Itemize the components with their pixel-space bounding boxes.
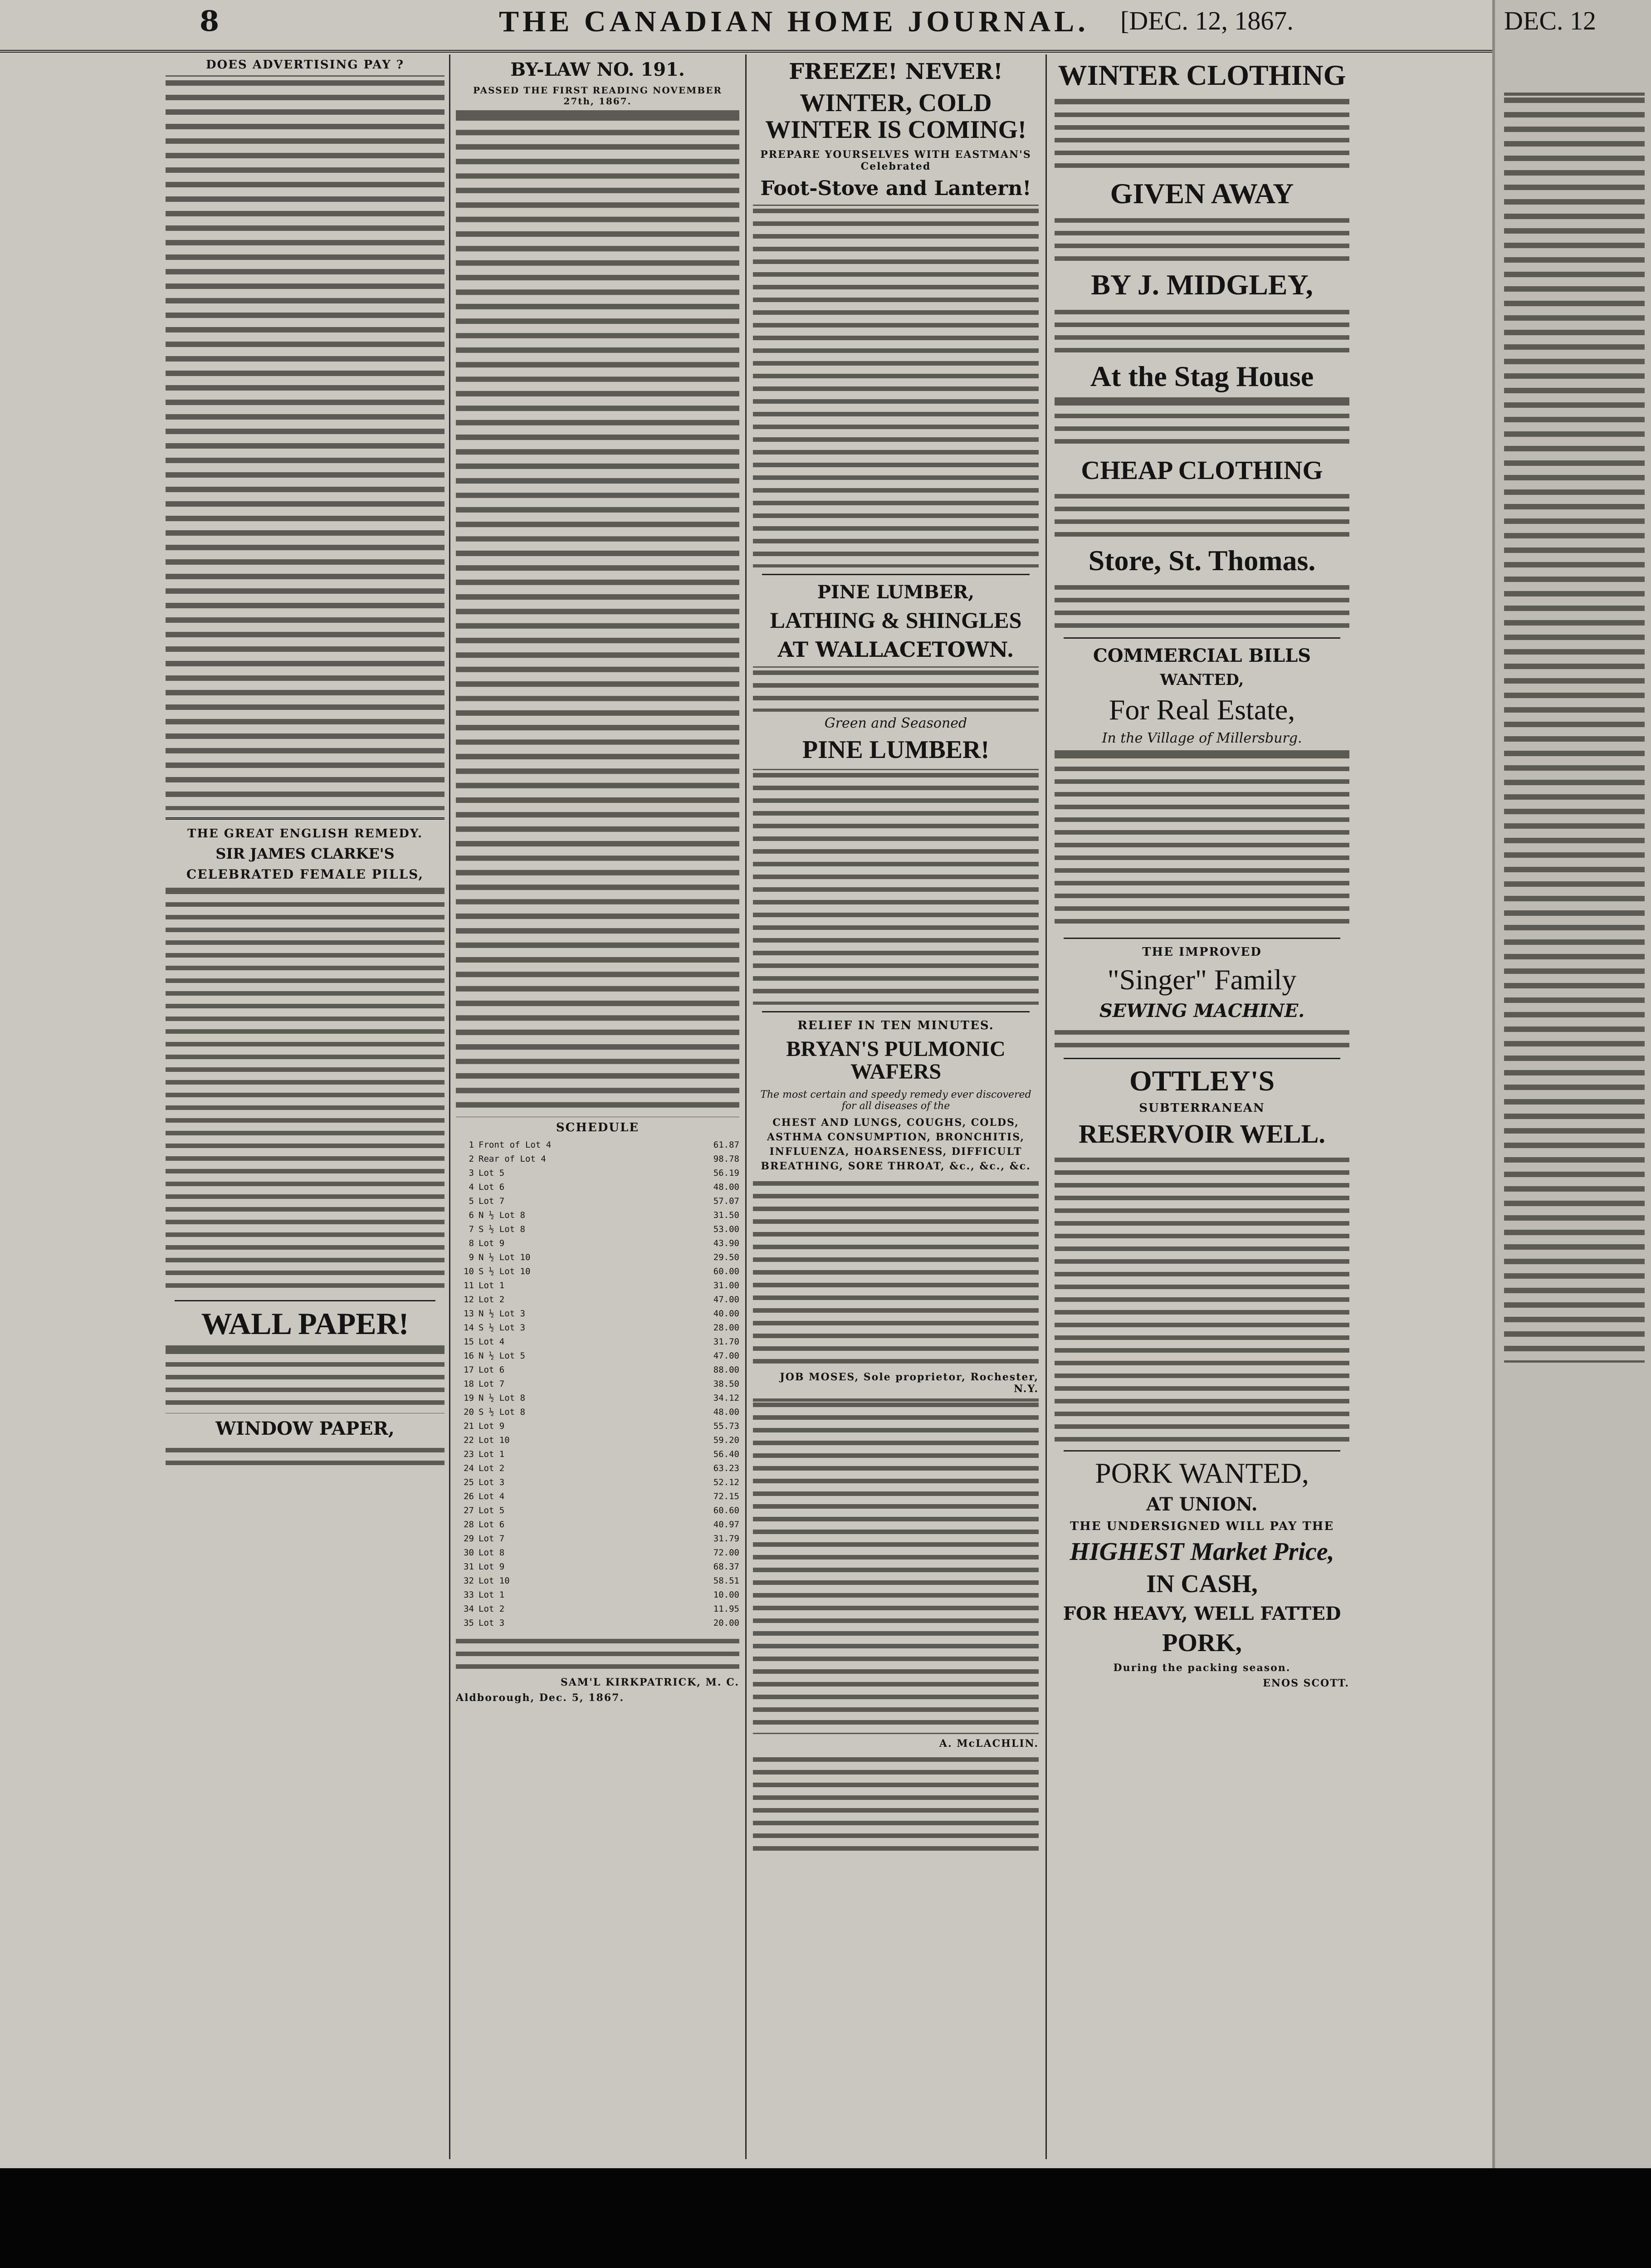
schedule-cell-lot: Lot 9 xyxy=(479,1421,505,1431)
schedule-row xyxy=(456,1138,739,1152)
ad-heading: IN CASH, xyxy=(1146,1570,1258,1598)
schedule-cell-val: 60.60 xyxy=(713,1505,739,1515)
schedule-row xyxy=(456,1419,739,1433)
ad-heading: At the Stag House xyxy=(1090,360,1314,392)
ad-heading: GIVEN AWAY xyxy=(1110,177,1294,210)
schedule-cell-lot: Lot 7 xyxy=(479,1196,505,1206)
schedule-cell-no: 20 xyxy=(464,1407,474,1417)
schedule-row xyxy=(456,1574,739,1588)
schedule-cell-lot: Lot 1 xyxy=(479,1281,505,1290)
schedule-cell-no: 6 xyxy=(469,1210,474,1220)
schedule-cell-no: 17 xyxy=(464,1365,474,1375)
column-1 xyxy=(166,54,444,2159)
schedule-row xyxy=(456,1180,739,1194)
divider xyxy=(175,1300,435,1301)
schedule-cell-val: 28.00 xyxy=(713,1323,739,1333)
schedule-cell-no: 15 xyxy=(464,1337,474,1347)
ad-heading: WINTER, COLD WINTER IS COMING! xyxy=(765,89,1026,144)
divider xyxy=(762,1011,1030,1012)
schedule-table xyxy=(456,1138,739,1630)
divider xyxy=(1064,1058,1340,1059)
schedule-row xyxy=(456,1237,739,1251)
schedule-cell-no: 14 xyxy=(464,1323,474,1333)
schedule-cell-lot: N ½ Lot 8 xyxy=(479,1393,525,1403)
schedule-cell-lot: Lot 1 xyxy=(479,1449,505,1459)
schedule-cell-lot: Lot 7 xyxy=(479,1379,505,1389)
bylaw-subheading: PASSED THE FIRST READING NOVEMBER 27th, 1867. xyxy=(473,85,722,107)
schedule-cell-lot: Lot 4 xyxy=(479,1491,505,1501)
article-body xyxy=(166,75,444,810)
schedule-cell-val: 52.12 xyxy=(713,1477,739,1487)
bylaw-heading: BY-LAW NO. 191. xyxy=(510,59,685,80)
ad-heading: WINDOW PAPER, xyxy=(215,1418,395,1440)
ad-heading: PORK WANTED, xyxy=(1095,1457,1309,1490)
schedule-cell-val: 61.87 xyxy=(713,1140,739,1150)
ad-signature: JOB MOSES, Sole proprietor, Rochester, N.Y. xyxy=(780,1371,1039,1395)
schedule-cell-lot: Front of Lot 4 xyxy=(479,1140,552,1150)
divider xyxy=(1064,637,1340,639)
adjacent-page-text xyxy=(1504,93,1645,1363)
schedule-cell-no: 27 xyxy=(464,1505,474,1515)
ad-body xyxy=(1055,490,1349,540)
schedule-cell-no: 3 xyxy=(469,1168,474,1178)
schedule-cell-no: 35 xyxy=(464,1618,474,1628)
signature: SAM'L KIRKPATRICK, M. C. xyxy=(560,1677,739,1688)
schedule-cell-no: 13 xyxy=(464,1309,474,1319)
schedule-cell-no: 10 xyxy=(464,1266,474,1276)
ad-body xyxy=(1055,1026,1349,1051)
adjacent-page-date: DEC. 12 xyxy=(1504,6,1596,35)
schedule-cell-no: 1 xyxy=(469,1140,474,1150)
divider xyxy=(1064,938,1340,939)
ad-body xyxy=(753,205,1039,567)
column-rule xyxy=(745,54,747,2159)
ad-body xyxy=(1055,750,1349,931)
schedule-row xyxy=(456,1588,739,1602)
adjacent-page xyxy=(1492,0,1651,2168)
divider xyxy=(1064,1450,1340,1452)
ad-heading: RELIEF IN TEN MINUTES. xyxy=(797,1018,994,1032)
schedule-cell-no: 22 xyxy=(464,1435,474,1445)
ad-heading: WANTED, xyxy=(1160,670,1244,689)
schedule-cell-lot: Lot 6 xyxy=(479,1520,505,1530)
ad-heading: "Singer" Family xyxy=(1107,963,1297,996)
schedule-cell-val: 31.70 xyxy=(713,1337,739,1347)
schedule-cell-no: 26 xyxy=(464,1491,474,1501)
ad-heading: BRYAN'S PULMONIC WAFERS xyxy=(786,1036,1006,1084)
schedule-cell-val: 40.97 xyxy=(713,1520,739,1530)
schedule-cell-lot: Lot 1 xyxy=(479,1590,505,1600)
ad-heading: THE UNDERSIGNED WILL PAY THE xyxy=(1070,1520,1334,1534)
schedule-row xyxy=(456,1490,739,1504)
ad-heading: The most certain and speedy remedy ever discovered for all diseases of the xyxy=(760,1089,1031,1112)
masthead xyxy=(0,0,1492,53)
ad-heading: SUBTERRANEAN xyxy=(1139,1101,1265,1115)
ad-body xyxy=(1055,306,1349,356)
schedule-cell-val: 10.00 xyxy=(713,1590,739,1600)
scan-background xyxy=(0,2168,1651,2268)
page-number: 8 xyxy=(200,5,220,38)
schedule-cell-no: 28 xyxy=(464,1520,474,1530)
schedule-cell-lot: Lot 9 xyxy=(479,1238,505,1248)
ad-heading: PREPARE YOURSELVES WITH EASTMAN'S Celebrated xyxy=(760,148,1031,172)
divider xyxy=(166,817,444,820)
schedule-cell-no: 2 xyxy=(469,1154,474,1164)
schedule-heading: SCHEDULE xyxy=(556,1121,640,1134)
ad-heading: Green and Seasoned xyxy=(824,715,967,732)
schedule-row xyxy=(456,1349,739,1363)
schedule-row xyxy=(456,1602,739,1616)
schedule-cell-val: 56.40 xyxy=(713,1449,739,1459)
schedule-cell-lot: S ½ Lot 10 xyxy=(479,1266,531,1276)
schedule-cell-val: 72.15 xyxy=(713,1491,739,1501)
schedule-cell-no: 23 xyxy=(464,1449,474,1459)
ad-heading: OTTLEY'S xyxy=(1129,1065,1275,1097)
schedule-cell-lot: Lot 3 xyxy=(479,1477,505,1487)
schedule-cell-no: 11 xyxy=(464,1281,474,1290)
ad-heading: FREEZE! NEVER! xyxy=(789,59,1003,84)
schedule-cell-val: 11.95 xyxy=(713,1604,739,1614)
ad-heading: FOR HEAVY, WELL FATTED xyxy=(1063,1603,1341,1625)
schedule-cell-val: 59.20 xyxy=(713,1435,739,1445)
ad-heading: CHEST AND LUNGS, COUGHS, COLDS, ASTHMA CONSUMPTION, BRONCHITIS, INFLUENZA, HOARSENESS, DIFFICULT BREATHING, SORE THROAT, &c., &c., &c. xyxy=(761,1116,1031,1172)
schedule-row xyxy=(456,1307,739,1321)
schedule-cell-val: 20.00 xyxy=(713,1618,739,1628)
schedule-cell-val: 98.78 xyxy=(713,1154,739,1164)
schedule-cell-no: 18 xyxy=(464,1379,474,1389)
column-rule xyxy=(1045,54,1047,2159)
schedule-row xyxy=(456,1405,739,1419)
schedule-row xyxy=(456,1265,739,1279)
ad-heading: PINE LUMBER! xyxy=(802,736,990,764)
schedule-cell-val: 55.73 xyxy=(713,1421,739,1431)
schedule-cell-lot: Lot 8 xyxy=(479,1548,505,1558)
schedule-cell-val: 63.23 xyxy=(713,1463,739,1473)
ad-body xyxy=(166,1345,444,1413)
schedule-cell-val: 31.00 xyxy=(713,1281,739,1290)
ad-heading: CHEAP CLOTHING xyxy=(1081,455,1323,485)
schedule-cell-lot: Lot 2 xyxy=(479,1463,505,1473)
schedule-row xyxy=(456,1208,739,1222)
schedule-cell-no: 9 xyxy=(469,1252,474,1262)
schedule-row xyxy=(456,1279,739,1293)
ad-heading: WINTER CLOTHING xyxy=(1058,59,1346,91)
schedule-row xyxy=(456,1447,739,1461)
schedule-cell-lot: N ½ Lot 5 xyxy=(479,1351,525,1361)
issue-date: [DEC. 12, 1867. xyxy=(1120,6,1294,35)
ad-heading: Store, St. Thomas. xyxy=(1088,544,1316,577)
schedule-row xyxy=(456,1532,739,1546)
ad-heading: SEWING MACHINE. xyxy=(1099,1000,1305,1022)
ad-body xyxy=(1055,397,1349,451)
schedule-row xyxy=(456,1546,739,1560)
schedule-row xyxy=(456,1166,739,1180)
schedule-row xyxy=(456,1518,739,1532)
ad-signature: ENOS SCOTT. xyxy=(1263,1677,1349,1689)
schedule-row xyxy=(456,1194,739,1208)
schedule-cell-val: 34.12 xyxy=(713,1393,739,1403)
ad-heading: RESERVOIR WELL. xyxy=(1079,1119,1325,1149)
schedule-cell-lot: S ½ Lot 8 xyxy=(479,1224,525,1234)
ad-heading: In the Village of Millersburg. xyxy=(1102,730,1302,747)
ad-heading: COMMERCIAL BILLS xyxy=(1093,645,1311,666)
schedule-cell-val: 60.00 xyxy=(713,1266,739,1276)
ad-body xyxy=(166,1444,444,1469)
schedule-cell-lot: S ½ Lot 3 xyxy=(479,1323,525,1333)
schedule-cell-no: 16 xyxy=(464,1351,474,1361)
ad-heading: LATHING & SHINGLES xyxy=(770,607,1022,633)
schedule-cell-no: 12 xyxy=(464,1295,474,1305)
schedule-row xyxy=(456,1616,739,1630)
schedule-cell-lot: Lot 3 xyxy=(479,1618,505,1628)
column-3 xyxy=(753,54,1039,2159)
schedule-row xyxy=(456,1560,739,1574)
schedule-row xyxy=(456,1504,739,1518)
schedule-cell-no: 24 xyxy=(464,1463,474,1473)
ad-body xyxy=(753,1753,1039,1853)
schedule-cell-no: 21 xyxy=(464,1421,474,1431)
ad-heading: SIR JAMES CLARKE'S xyxy=(215,845,395,862)
schedule-cell-lot: Lot 10 xyxy=(479,1576,510,1586)
schedule-cell-no: 29 xyxy=(464,1534,474,1544)
schedule-cell-val: 38.50 xyxy=(713,1379,739,1389)
schedule-row xyxy=(456,1363,739,1377)
schedule-cell-no: 7 xyxy=(469,1224,474,1234)
ad-body xyxy=(166,885,444,1294)
schedule-cell-no: 32 xyxy=(464,1576,474,1586)
schedule-cell-val: 40.00 xyxy=(713,1309,739,1319)
schedule-row xyxy=(456,1335,739,1349)
schedule-cell-lot: Lot 10 xyxy=(479,1435,510,1445)
ad-heading: PINE LUMBER, xyxy=(817,581,975,603)
ad-body xyxy=(1055,581,1349,631)
schedule-cell-no: 4 xyxy=(469,1182,474,1192)
schedule-cell-val: 53.00 xyxy=(713,1224,739,1234)
schedule-cell-lot: Lot 5 xyxy=(479,1505,505,1515)
schedule-row xyxy=(456,1152,739,1166)
schedule-row xyxy=(456,1321,739,1335)
ad-body xyxy=(1055,214,1349,264)
column-rule xyxy=(449,54,450,2159)
schedule-cell-val: 57.07 xyxy=(713,1196,739,1206)
schedule-cell-val: 56.19 xyxy=(713,1168,739,1178)
schedule-cell-val: 48.00 xyxy=(713,1407,739,1417)
schedule-cell-no: 34 xyxy=(464,1604,474,1614)
ad-body xyxy=(753,666,1039,712)
ad-body xyxy=(1055,1154,1349,1444)
schedule-cell-no: 25 xyxy=(464,1477,474,1487)
bylaw-body xyxy=(456,110,739,1117)
schedule-cell-no: 30 xyxy=(464,1548,474,1558)
schedule-cell-val: 88.00 xyxy=(713,1365,739,1375)
schedule-row xyxy=(456,1391,739,1405)
schedule-cell-val: 47.00 xyxy=(713,1351,739,1361)
schedule-cell-lot: Lot 6 xyxy=(479,1182,505,1192)
schedule-row xyxy=(456,1251,739,1265)
ad-heading: For Real Estate, xyxy=(1109,693,1295,726)
place-date: Aldborough, Dec. 5, 1867. xyxy=(456,1692,625,1704)
schedule-cell-lot: Rear of Lot 4 xyxy=(479,1154,546,1164)
schedule-cell-lot: Lot 7 xyxy=(479,1534,505,1544)
schedule-cell-lot: Lot 9 xyxy=(479,1562,505,1572)
schedule-cell-val: 29.50 xyxy=(713,1252,739,1262)
schedule-cell-no: 5 xyxy=(469,1196,474,1206)
schedule-cell-lot: Lot 5 xyxy=(479,1168,505,1178)
schedule-cell-lot: Lot 2 xyxy=(479,1604,505,1614)
schedule-cell-no: 19 xyxy=(464,1393,474,1403)
schedule-cell-lot: Lot 2 xyxy=(479,1295,505,1305)
schedule-cell-no: 33 xyxy=(464,1590,474,1600)
ad-body xyxy=(753,769,1039,1005)
schedule-cell-lot: Lot 4 xyxy=(479,1337,505,1347)
schedule-cell-lot: N ½ Lot 3 xyxy=(479,1309,525,1319)
schedule-cell-val: 48.00 xyxy=(713,1182,739,1192)
ad-heading: PORK, xyxy=(1162,1629,1242,1657)
schedule-cell-val: 31.79 xyxy=(713,1534,739,1544)
ad-heading: THE GREAT ENGLISH REMEDY. xyxy=(187,827,423,841)
ad-heading: CELEBRATED FEMALE PILLS, xyxy=(186,867,424,882)
divider xyxy=(762,574,1030,575)
newspaper-title: THE CANADIAN HOME JOURNAL. xyxy=(499,5,1089,38)
schedule-cell-no: 31 xyxy=(464,1562,474,1572)
schedule-cell-lot: Lot 6 xyxy=(479,1365,505,1375)
schedule-row xyxy=(456,1222,739,1237)
ad-body xyxy=(1055,96,1349,173)
column-4 xyxy=(1055,54,1349,2159)
article-heading: DOES ADVERTISING PAY ? xyxy=(205,58,405,72)
bylaw-footer xyxy=(456,1635,739,1673)
ad-heading: AT UNION. xyxy=(1146,1494,1258,1515)
ad-heading: AT WALLACETOWN. xyxy=(777,637,1014,662)
schedule-row xyxy=(456,1377,739,1391)
schedule-row xyxy=(456,1476,739,1490)
ad-body xyxy=(753,1398,1039,1734)
schedule-cell-val: 72.00 xyxy=(713,1548,739,1558)
schedule-row xyxy=(456,1293,739,1307)
schedule-cell-lot: S ½ Lot 8 xyxy=(479,1407,525,1417)
ad-heading: Foot-Stove and Lantern! xyxy=(760,176,1031,200)
schedule-cell-val: 58.51 xyxy=(713,1576,739,1586)
schedule-cell-val: 68.37 xyxy=(713,1562,739,1572)
ad-heading: During the packing season. xyxy=(1113,1662,1291,1674)
ad-heading: BY J. MIDGLEY, xyxy=(1091,269,1313,301)
schedule-row xyxy=(456,1461,739,1476)
schedule-cell-lot: N ½ Lot 10 xyxy=(479,1252,531,1262)
ad-heading: HIGHEST Market Price, xyxy=(1070,1538,1334,1566)
ad-signature: A. McLACHLIN. xyxy=(939,1737,1039,1750)
schedule-cell-val: 47.00 xyxy=(713,1295,739,1305)
schedule-cell-no: 8 xyxy=(469,1238,474,1248)
ad-body xyxy=(753,1177,1039,1368)
schedule-cell-val: 31.50 xyxy=(713,1210,739,1220)
schedule-row xyxy=(456,1433,739,1447)
column-2 xyxy=(456,54,739,2159)
schedule-cell-val: 43.90 xyxy=(713,1238,739,1248)
ad-heading: WALL PAPER! xyxy=(201,1306,409,1341)
schedule-cell-lot: N ½ Lot 8 xyxy=(479,1210,525,1220)
ad-heading: THE IMPROVED xyxy=(1142,945,1262,959)
